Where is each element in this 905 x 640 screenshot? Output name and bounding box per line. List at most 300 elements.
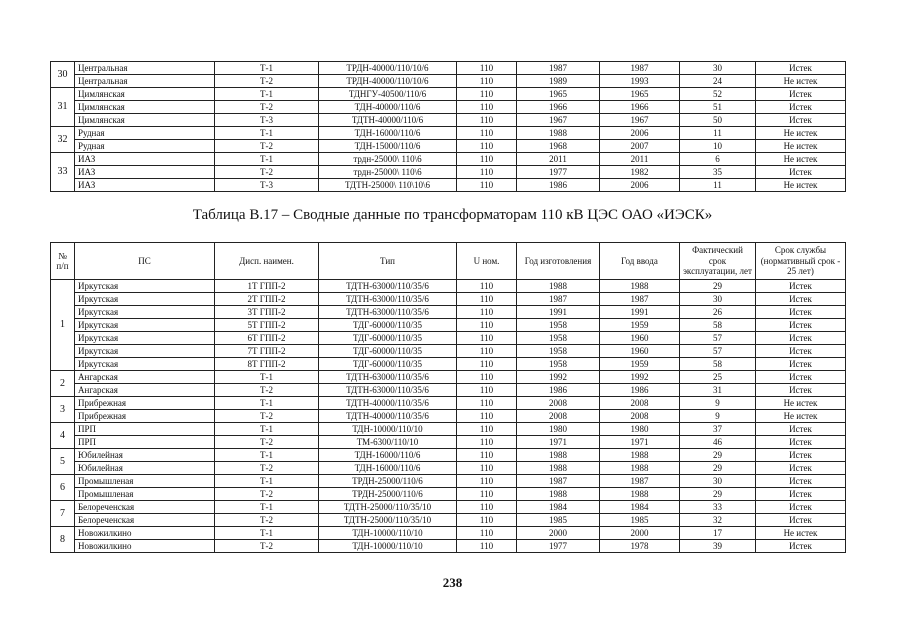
cell-commission-year: 1988 (600, 462, 680, 475)
table-row (51, 319, 846, 332)
header-rated-voltage: U ном. (457, 243, 517, 280)
header-manufacture-year: Год изготовления (517, 243, 600, 280)
cell-rated-voltage: 110 (457, 306, 517, 319)
cell-commission-year: 2008 (600, 397, 680, 410)
cell-commission-year: 1992 (600, 371, 680, 384)
cell-service-term: 9 (680, 397, 756, 410)
cell-dispatch-name: Т-2 (215, 101, 319, 114)
cell-manufacture-year: 1988 (517, 127, 600, 140)
cell-manufacture-year: 1977 (517, 166, 600, 179)
cell-dispatch-name: Т-1 (215, 527, 319, 540)
cell-commission-year: 1993 (600, 75, 680, 88)
cell-dispatch-name: Т-1 (215, 449, 319, 462)
cell-service-term: 50 (680, 114, 756, 127)
cell-type: ТДН-10000/110/10 (319, 423, 457, 436)
table-row (51, 371, 846, 384)
cell-number: 7 (51, 501, 75, 527)
cell-dispatch-name: 7Т ГПП-2 (215, 345, 319, 358)
cell-dispatch-name: Т-3 (215, 179, 319, 192)
cell-substation: Центральная (75, 62, 215, 75)
cell-lifetime-status: Истек (756, 384, 846, 397)
cell-number: 5 (51, 449, 75, 475)
cell-rated-voltage: 110 (457, 179, 517, 192)
cell-rated-voltage: 110 (457, 293, 517, 306)
cell-substation: Белореченская (75, 514, 215, 527)
cell-rated-voltage: 110 (457, 475, 517, 488)
cell-manufacture-year: 1987 (517, 293, 600, 306)
table-row (51, 436, 846, 449)
table-row (51, 384, 846, 397)
table-row (51, 140, 846, 153)
cell-manufacture-year: 1980 (517, 423, 600, 436)
cell-rated-voltage: 110 (457, 540, 517, 553)
cell-substation: Новожилкино (75, 527, 215, 540)
cell-dispatch-name: Т-1 (215, 62, 319, 75)
cell-dispatch-name: 6Т ГПП-2 (215, 332, 319, 345)
cell-type: ТДТН-63000/110/35/6 (319, 384, 457, 397)
cell-commission-year: 1988 (600, 280, 680, 293)
cell-lifetime-status: Истек (756, 436, 846, 449)
cell-rated-voltage: 110 (457, 114, 517, 127)
cell-substation: ПРП (75, 423, 215, 436)
cell-commission-year: 1985 (600, 514, 680, 527)
cell-dispatch-name: Т-2 (215, 166, 319, 179)
table-row (51, 410, 846, 423)
cell-dispatch-name: Т-2 (215, 462, 319, 475)
cell-rated-voltage: 110 (457, 449, 517, 462)
cell-manufacture-year: 2000 (517, 527, 600, 540)
cell-rated-voltage: 110 (457, 358, 517, 371)
table-row (51, 62, 846, 75)
cell-rated-voltage: 110 (457, 332, 517, 345)
cell-dispatch-name: Т-1 (215, 371, 319, 384)
cell-lifetime-status: Истек (756, 540, 846, 553)
cell-rated-voltage: 110 (457, 371, 517, 384)
cell-type: ТДТН-25000/110/35/10 (319, 501, 457, 514)
cell-lifetime-status: Истек (756, 101, 846, 114)
cell-substation: Иркутская (75, 345, 215, 358)
cell-manufacture-year: 1989 (517, 75, 600, 88)
cell-dispatch-name: Т-1 (215, 88, 319, 101)
cell-rated-voltage: 110 (457, 488, 517, 501)
header-number: № п/п (51, 243, 75, 280)
cell-type: ТДТН-40000/110/35/6 (319, 397, 457, 410)
table-row (51, 306, 846, 319)
cell-type: ТДТН-63000/110/35/6 (319, 293, 457, 306)
table-row (51, 475, 846, 488)
cell-type: ТРДН-40000/110/10/6 (319, 75, 457, 88)
table-row (51, 332, 846, 345)
cell-substation: Ангарская (75, 371, 215, 384)
cell-dispatch-name: Т-1 (215, 501, 319, 514)
cell-type: ТДГ-60000/110/35 (319, 319, 457, 332)
cell-dispatch-name: Т-2 (215, 540, 319, 553)
cell-lifetime-status: Истек (756, 423, 846, 436)
cell-rated-voltage: 110 (457, 75, 517, 88)
cell-substation: Юбилейная (75, 449, 215, 462)
cell-rated-voltage: 110 (457, 397, 517, 410)
cell-lifetime-status: Не истек (756, 410, 846, 423)
table-row (51, 127, 846, 140)
cell-type: ТДГ-60000/110/35 (319, 345, 457, 358)
cell-substation: Цимлянская (75, 88, 215, 101)
table-row (51, 88, 846, 101)
transformer-table-continued (50, 61, 846, 192)
cell-rated-voltage: 110 (457, 319, 517, 332)
cell-lifetime-status: Истек (756, 88, 846, 101)
header-lifetime-status: Срок службы (нормативный срок - 25 лет) (756, 243, 846, 280)
cell-substation: ИАЗ (75, 153, 215, 166)
cell-service-term: 29 (680, 488, 756, 501)
table-header-row (51, 243, 846, 280)
cell-type: ТДТН-63000/110/35/6 (319, 280, 457, 293)
cell-dispatch-name: Т-2 (215, 436, 319, 449)
cell-lifetime-status: Не истек (756, 153, 846, 166)
cell-manufacture-year: 1985 (517, 514, 600, 527)
cell-service-term: 24 (680, 75, 756, 88)
cell-substation: Иркутская (75, 306, 215, 319)
table-row (51, 514, 846, 527)
cell-substation: Белореченская (75, 501, 215, 514)
cell-type: ТДН-16000/110/6 (319, 462, 457, 475)
cell-dispatch-name: Т-2 (215, 75, 319, 88)
cell-dispatch-name: Т-1 (215, 153, 319, 166)
cell-dispatch-name: Т-2 (215, 410, 319, 423)
cell-service-term: 29 (680, 462, 756, 475)
cell-lifetime-status: Не истек (756, 127, 846, 140)
cell-lifetime-status: Истек (756, 319, 846, 332)
cell-dispatch-name: 2Т ГПП-2 (215, 293, 319, 306)
cell-manufacture-year: 1968 (517, 140, 600, 153)
table-row (51, 423, 846, 436)
cell-rated-voltage: 110 (457, 527, 517, 540)
cell-commission-year: 1967 (600, 114, 680, 127)
cell-rated-voltage: 110 (457, 514, 517, 527)
cell-dispatch-name: 5Т ГПП-2 (215, 319, 319, 332)
cell-number: 2 (51, 371, 75, 397)
cell-substation: ПРП (75, 436, 215, 449)
cell-type: ТДТН-25000\ 110\10\6 (319, 179, 457, 192)
cell-lifetime-status: Не истек (756, 75, 846, 88)
cell-commission-year: 1987 (600, 293, 680, 306)
cell-commission-year: 1988 (600, 449, 680, 462)
cell-manufacture-year: 1966 (517, 101, 600, 114)
cell-commission-year: 2006 (600, 127, 680, 140)
cell-service-term: 58 (680, 319, 756, 332)
cell-manufacture-year: 1988 (517, 462, 600, 475)
cell-type: ТРДН-25000/110/6 (319, 488, 457, 501)
cell-service-term: 30 (680, 293, 756, 306)
cell-rated-voltage: 110 (457, 345, 517, 358)
cell-manufacture-year: 1986 (517, 384, 600, 397)
table-row (51, 501, 846, 514)
table-row (51, 462, 846, 475)
cell-type: ТРДН-25000/110/6 (319, 475, 457, 488)
cell-manufacture-year: 1977 (517, 540, 600, 553)
table-body (51, 62, 846, 192)
cell-type: ТДН-16000/110/6 (319, 127, 457, 140)
cell-lifetime-status: Истек (756, 280, 846, 293)
cell-commission-year: 2006 (600, 179, 680, 192)
cell-dispatch-name: 3Т ГПП-2 (215, 306, 319, 319)
cell-dispatch-name: Т-2 (215, 514, 319, 527)
cell-commission-year: 1960 (600, 332, 680, 345)
cell-dispatch-name: Т-2 (215, 140, 319, 153)
cell-manufacture-year: 1988 (517, 280, 600, 293)
cell-lifetime-status: Не истек (756, 397, 846, 410)
cell-type: ТДГ-60000/110/35 (319, 358, 457, 371)
cell-manufacture-year: 2008 (517, 397, 600, 410)
cell-type: ТРДН-40000/110/10/6 (319, 62, 457, 75)
cell-lifetime-status: Не истек (756, 140, 846, 153)
cell-lifetime-status: Не истек (756, 179, 846, 192)
cell-substation: Цимлянская (75, 101, 215, 114)
cell-service-term: 29 (680, 280, 756, 293)
cell-commission-year: 2011 (600, 153, 680, 166)
table-caption: Таблица В.17 – Сводные данные по трансформаторам 110 кВ ЦЭС ОАО «ИЭСК» (192, 207, 713, 223)
cell-type: ТДН-15000/110/6 (319, 140, 457, 153)
cell-rated-voltage: 110 (457, 153, 517, 166)
cell-rated-voltage: 110 (457, 88, 517, 101)
cell-service-term: 57 (680, 345, 756, 358)
cell-manufacture-year: 1986 (517, 179, 600, 192)
cell-service-term: 58 (680, 358, 756, 371)
cell-dispatch-name: 1Т ГПП-2 (215, 280, 319, 293)
table-row (51, 179, 846, 192)
cell-service-term: 17 (680, 527, 756, 540)
cell-substation: Иркутская (75, 332, 215, 345)
cell-commission-year: 1980 (600, 423, 680, 436)
cell-number: 4 (51, 423, 75, 449)
cell-substation: Иркутская (75, 293, 215, 306)
cell-manufacture-year: 1987 (517, 475, 600, 488)
cell-commission-year: 1988 (600, 488, 680, 501)
table-row (51, 488, 846, 501)
cell-substation: Прибрежная (75, 410, 215, 423)
cell-dispatch-name: Т-1 (215, 475, 319, 488)
cell-type: ТДН-40000/110/6 (319, 101, 457, 114)
cell-substation: Новожилкино (75, 540, 215, 553)
cell-lifetime-status: Истек (756, 306, 846, 319)
table-row (51, 397, 846, 410)
cell-service-term: 46 (680, 436, 756, 449)
cell-lifetime-status: Истек (756, 501, 846, 514)
page-number: 238 (442, 575, 463, 590)
table-row (51, 449, 846, 462)
cell-rated-voltage: 110 (457, 166, 517, 179)
cell-rated-voltage: 110 (457, 280, 517, 293)
cell-commission-year: 1982 (600, 166, 680, 179)
cell-substation: Ангарская (75, 384, 215, 397)
cell-type: трдн-25000\ 110\6 (319, 153, 457, 166)
cell-commission-year: 1987 (600, 475, 680, 488)
cell-dispatch-name: Т-1 (215, 127, 319, 140)
cell-commission-year: 2008 (600, 410, 680, 423)
cell-lifetime-status: Истек (756, 371, 846, 384)
cell-manufacture-year: 1958 (517, 332, 600, 345)
header-dispatch-name: Дисп. наимен. (215, 243, 319, 280)
cell-substation: Юбилейная (75, 462, 215, 475)
cell-service-term: 35 (680, 166, 756, 179)
cell-number: 1 (51, 280, 75, 371)
table-row (51, 153, 846, 166)
cell-lifetime-status: Истек (756, 514, 846, 527)
cell-commission-year: 1984 (600, 501, 680, 514)
table-row (51, 293, 846, 306)
cell-substation: Иркутская (75, 280, 215, 293)
cell-manufacture-year: 1958 (517, 345, 600, 358)
cell-service-term: 52 (680, 88, 756, 101)
cell-type: ТМ-6300/110/10 (319, 436, 457, 449)
cell-manufacture-year: 2008 (517, 410, 600, 423)
cell-rated-voltage: 110 (457, 501, 517, 514)
table-row (51, 101, 846, 114)
cell-dispatch-name: Т-1 (215, 397, 319, 410)
cell-service-term: 9 (680, 410, 756, 423)
cell-manufacture-year: 1988 (517, 449, 600, 462)
cell-commission-year: 1960 (600, 345, 680, 358)
cell-type: ТДТН-63000/110/35/6 (319, 306, 457, 319)
cell-substation: Иркутская (75, 319, 215, 332)
cell-service-term: 37 (680, 423, 756, 436)
cell-commission-year: 1966 (600, 101, 680, 114)
cell-type: ТДТН-40000/110/6 (319, 114, 457, 127)
table-row (51, 358, 846, 371)
cell-substation: Прибрежная (75, 397, 215, 410)
cell-type: ТДГ-60000/110/35 (319, 332, 457, 345)
header-substation: ПС (75, 243, 215, 280)
cell-service-term: 6 (680, 153, 756, 166)
cell-lifetime-status: Истек (756, 332, 846, 345)
cell-substation: Промышленая (75, 488, 215, 501)
cell-manufacture-year: 1988 (517, 488, 600, 501)
cell-lifetime-status: Истек (756, 114, 846, 127)
cell-dispatch-name: Т-2 (215, 384, 319, 397)
cell-number: 6 (51, 475, 75, 501)
cell-substation: Рудная (75, 140, 215, 153)
transformer-summary-table (50, 242, 846, 553)
cell-commission-year: 1991 (600, 306, 680, 319)
cell-service-term: 32 (680, 514, 756, 527)
cell-substation: Цимлянская (75, 114, 215, 127)
table-row (51, 166, 846, 179)
table-row (51, 345, 846, 358)
cell-rated-voltage: 110 (457, 462, 517, 475)
cell-manufacture-year: 1958 (517, 319, 600, 332)
cell-service-term: 33 (680, 501, 756, 514)
cell-type: ТДТН-40000/110/35/6 (319, 410, 457, 423)
cell-commission-year: 2000 (600, 527, 680, 540)
cell-rated-voltage: 110 (457, 423, 517, 436)
cell-dispatch-name: Т-3 (215, 114, 319, 127)
cell-dispatch-name: Т-1 (215, 423, 319, 436)
cell-number: 3 (51, 397, 75, 423)
cell-commission-year: 1959 (600, 358, 680, 371)
cell-service-term: 11 (680, 179, 756, 192)
cell-rated-voltage: 110 (457, 410, 517, 423)
header-service-term: Фактический срок эксплуатации, лет (680, 243, 756, 280)
cell-number: 31 (51, 88, 75, 127)
cell-type: ТДН-10000/110/10 (319, 527, 457, 540)
cell-manufacture-year: 1992 (517, 371, 600, 384)
table-row (51, 114, 846, 127)
cell-service-term: 30 (680, 62, 756, 75)
cell-lifetime-status: Истек (756, 475, 846, 488)
cell-commission-year: 1965 (600, 88, 680, 101)
cell-substation: ИАЗ (75, 179, 215, 192)
cell-manufacture-year: 1967 (517, 114, 600, 127)
cell-substation: ИАЗ (75, 166, 215, 179)
cell-type: ТДТН-25000/110/35/10 (319, 514, 457, 527)
cell-type: трдн-25000\ 110\6 (319, 166, 457, 179)
cell-commission-year: 1971 (600, 436, 680, 449)
cell-service-term: 39 (680, 540, 756, 553)
cell-lifetime-status: Истек (756, 62, 846, 75)
cell-manufacture-year: 1971 (517, 436, 600, 449)
cell-lifetime-status: Истек (756, 358, 846, 371)
cell-rated-voltage: 110 (457, 436, 517, 449)
table-body (51, 280, 846, 553)
table-row (51, 527, 846, 540)
cell-service-term: 31 (680, 384, 756, 397)
cell-manufacture-year: 2011 (517, 153, 600, 166)
cell-manufacture-year: 1984 (517, 501, 600, 514)
header-type: Тип (319, 243, 457, 280)
cell-type: ТДН-10000/110/10 (319, 540, 457, 553)
cell-commission-year: 1959 (600, 319, 680, 332)
table-row (51, 540, 846, 553)
table-row (51, 75, 846, 88)
cell-lifetime-status: Истек (756, 488, 846, 501)
cell-lifetime-status: Истек (756, 166, 846, 179)
cell-service-term: 26 (680, 306, 756, 319)
cell-manufacture-year: 1958 (517, 358, 600, 371)
cell-type: ТДТН-63000/110/35/6 (319, 371, 457, 384)
cell-rated-voltage: 110 (457, 62, 517, 75)
cell-dispatch-name: Т-2 (215, 488, 319, 501)
cell-substation: Центральная (75, 75, 215, 88)
cell-manufacture-year: 1987 (517, 62, 600, 75)
cell-number: 8 (51, 527, 75, 553)
cell-lifetime-status: Истек (756, 462, 846, 475)
cell-number: 33 (51, 153, 75, 192)
cell-commission-year: 2007 (600, 140, 680, 153)
cell-service-term: 51 (680, 101, 756, 114)
cell-number: 30 (51, 62, 75, 88)
cell-service-term: 25 (680, 371, 756, 384)
cell-substation: Рудная (75, 127, 215, 140)
cell-commission-year: 1978 (600, 540, 680, 553)
cell-rated-voltage: 110 (457, 127, 517, 140)
cell-dispatch-name: 8Т ГПП-2 (215, 358, 319, 371)
cell-rated-voltage: 110 (457, 140, 517, 153)
cell-number: 32 (51, 127, 75, 153)
cell-rated-voltage: 110 (457, 101, 517, 114)
cell-lifetime-status: Не истек (756, 527, 846, 540)
cell-type: ТДНГУ-40500/110/6 (319, 88, 457, 101)
cell-service-term: 10 (680, 140, 756, 153)
header-commission-year: Год ввода (600, 243, 680, 280)
cell-service-term: 29 (680, 449, 756, 462)
cell-service-term: 30 (680, 475, 756, 488)
cell-service-term: 57 (680, 332, 756, 345)
cell-lifetime-status: Истек (756, 293, 846, 306)
cell-lifetime-status: Истек (756, 345, 846, 358)
cell-rated-voltage: 110 (457, 384, 517, 397)
cell-commission-year: 1987 (600, 62, 680, 75)
cell-commission-year: 1986 (600, 384, 680, 397)
cell-substation: Иркутская (75, 358, 215, 371)
